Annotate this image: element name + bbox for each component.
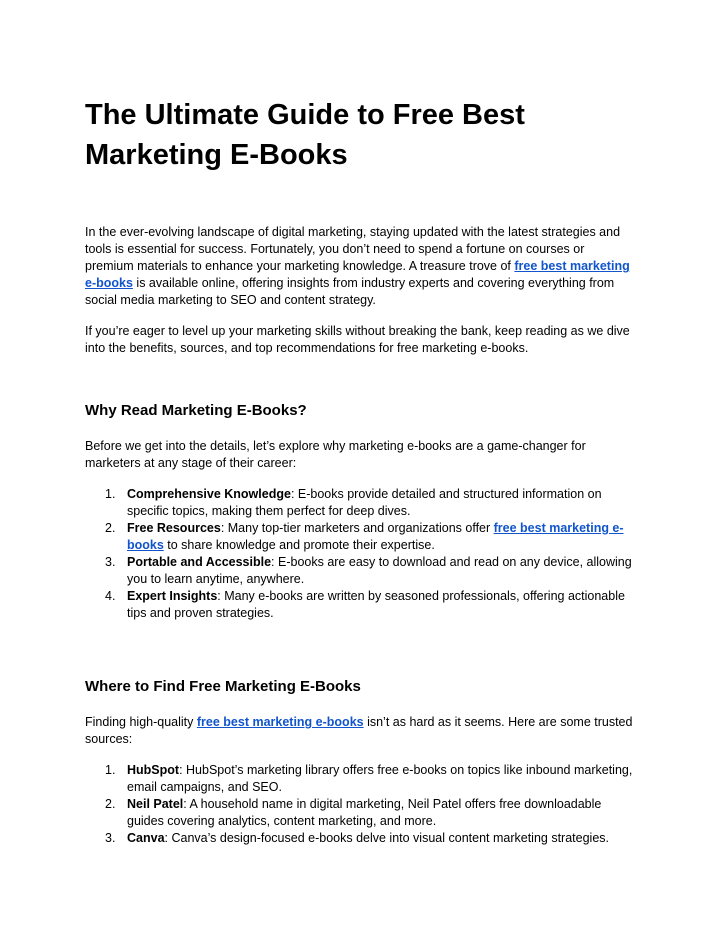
list-item-title: Neil Patel <box>127 797 184 811</box>
list-item-title: Comprehensive Knowledge <box>127 487 291 501</box>
list-number: 3. <box>105 831 116 845</box>
intro-paragraph-2: If you’re eager to level up your marketing skills without breaking the bank, keep reading as we dive into the benefits, sources, and top recommendations for free marketing e-books. <box>85 324 630 355</box>
list-item-text: : A household name in digital marketing, Neil Patel offers free downloadable guides covering analytics, content marketing, and more. <box>127 797 602 828</box>
section-heading-why: Why Read Marketing E-Books? <box>85 402 307 419</box>
list-number: 2. <box>105 521 116 535</box>
where-lead-text-before-link: Finding high-quality <box>85 715 197 729</box>
list-item-text: : Many e-books are written by seasoned professionals, offering actionable tips and proven strategies. <box>127 589 625 620</box>
list-item-text: : E-books are easy to download and read on any device, allowing you to learn anytime, anywhere. <box>127 555 632 586</box>
intro-paragraph-1 <box>85 224 633 309</box>
intro-text-after-link: is available online, offering insights from industry experts and covering everything from social media marketing to SEO and content strategy. <box>85 276 615 307</box>
list-item <box>85 796 633 830</box>
list-item-title: Expert Insights <box>127 589 218 603</box>
list-item-title: Free Resources <box>127 521 221 535</box>
free-ebooks-link[interactable]: free best marketing e-books <box>85 259 630 290</box>
list-item <box>85 486 633 520</box>
list-item <box>85 520 633 554</box>
where-lead-text-after-link: isn’t as hard as it seems. Here are some trusted sources: <box>85 715 633 746</box>
list-item-title: Canva <box>127 831 165 845</box>
list-item-title: HubSpot <box>127 763 180 777</box>
why-list <box>85 486 633 622</box>
list-item-text-after-link: to share knowledge and promote their expertise. <box>163 538 435 552</box>
list-item-text: : Canva’s design-focused e-books delve into visual content marketing strategies. <box>164 831 609 845</box>
where-lead-paragraph <box>85 714 633 748</box>
list-number: 2. <box>105 797 116 811</box>
list-item <box>85 588 633 622</box>
list-item-text: : E-books provide detailed and structured information on specific topics, making them perfect for deep dives. <box>127 487 602 518</box>
where-list <box>85 762 633 847</box>
list-number: 4. <box>105 589 116 603</box>
free-ebooks-link[interactable]: free best marketing e-books <box>196 715 364 729</box>
free-ebooks-link[interactable]: free best marketing e-books <box>127 521 624 552</box>
list-number: 1. <box>105 487 116 501</box>
list-item-title: Portable and Accessible <box>127 555 272 569</box>
list-item <box>85 830 633 847</box>
list-number: 1. <box>105 763 116 777</box>
list-item-text-before-link: : Many top-tier marketers and organizations offer <box>220 521 494 535</box>
list-item-text: : HubSpot’s marketing library offers free e-books on topics like inbound marketing, email campaigns, and SEO. <box>127 763 633 794</box>
section-heading-where: Where to Find Free Marketing E-Books <box>85 678 361 695</box>
list-item <box>85 554 633 588</box>
list-number: 3. <box>105 555 116 569</box>
document-page <box>85 95 633 847</box>
why-lead-paragraph: Before we get into the details, let’s explore why marketing e-books are a game-changer for marketers at any stage of their career: <box>85 439 586 470</box>
page-title: The Ultimate Guide to Free Best Marketing E-Books <box>85 99 525 171</box>
list-item <box>85 762 633 796</box>
intro-text-before-link: In the ever-evolving landscape of digital marketing, staying updated with the latest strategies and tools is essential for success. Fortunately, you don’t need to spend a fortune on courses or premium materials to enhance your marketing knowledge. A treasure trove of <box>85 225 621 273</box>
